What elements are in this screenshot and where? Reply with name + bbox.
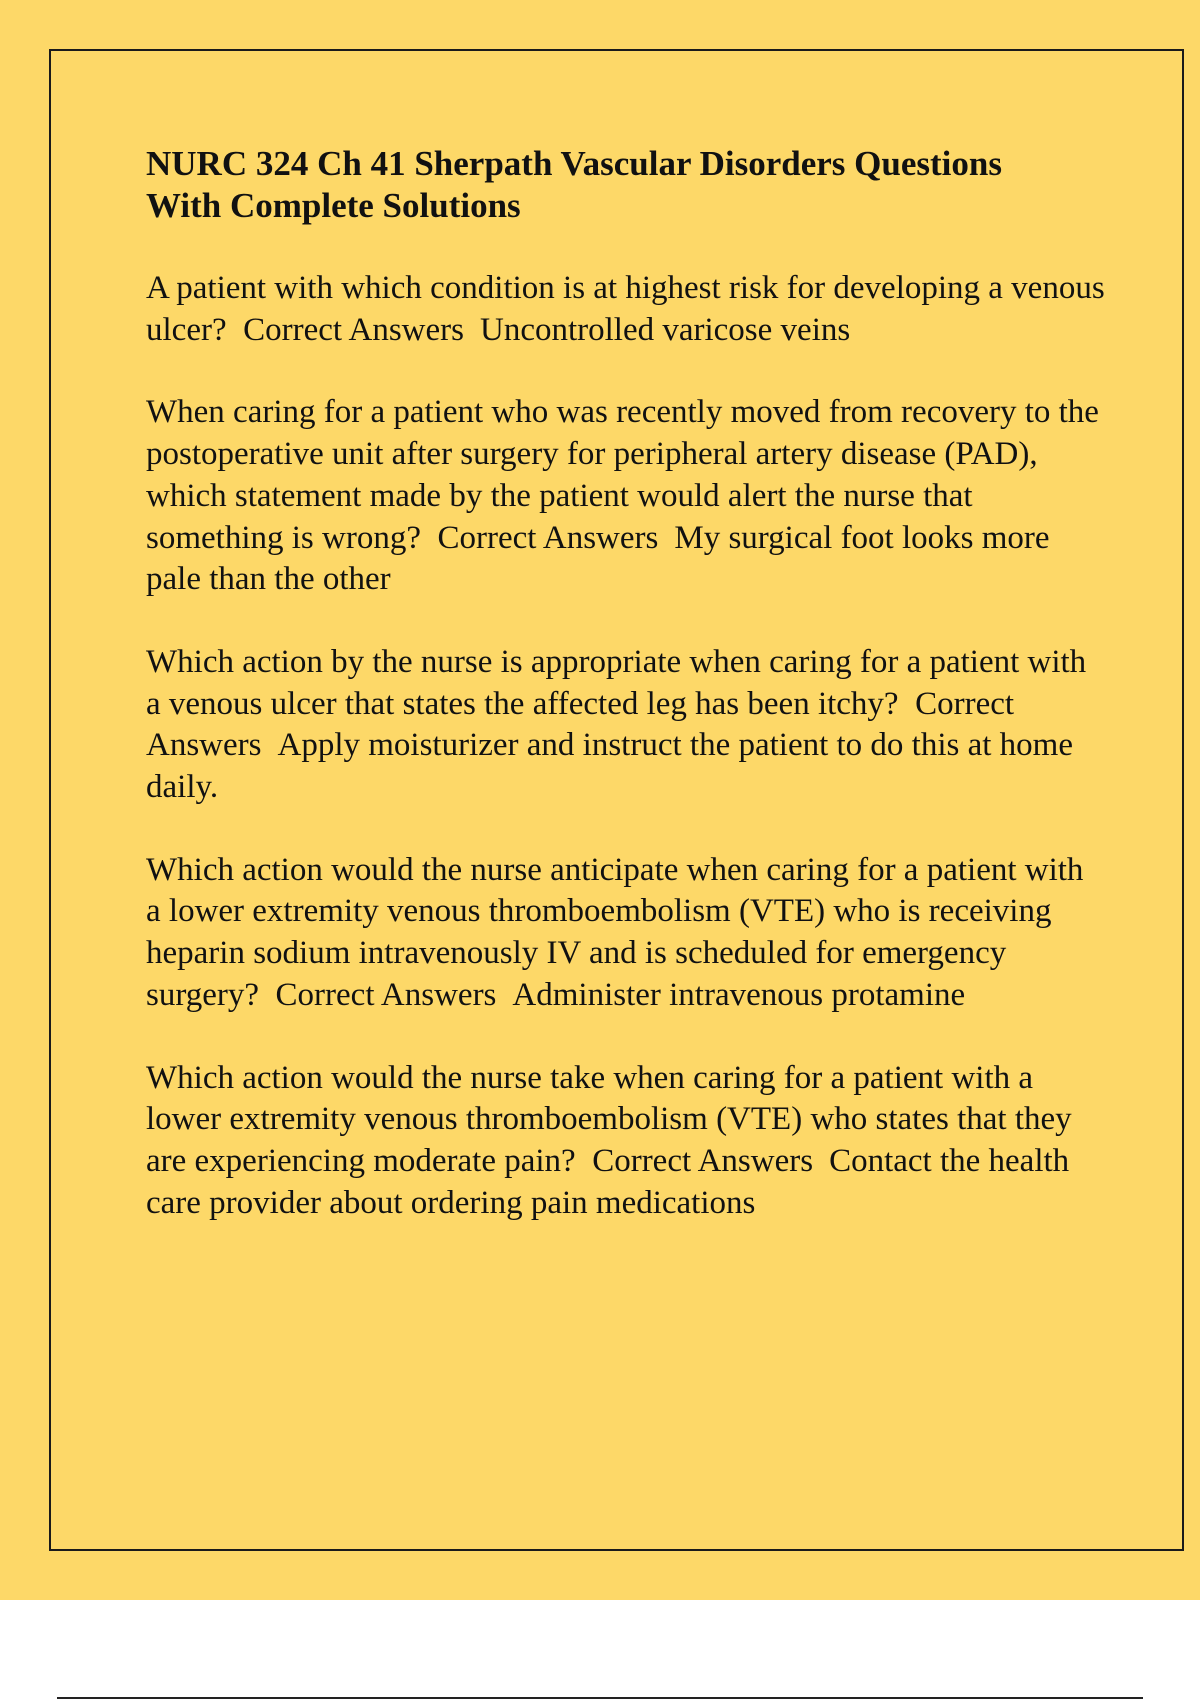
answer-label: Correct Answers (146, 685, 1015, 764)
answer-text: Contact the health care provider about ordering pain medications (146, 1142, 1070, 1221)
qa-item (146, 642, 1106, 809)
answer-text: Administer intravenous protamine (512, 976, 966, 1013)
qa-item (146, 850, 1106, 1017)
answer-text: Apply moisturizer and instruct the patient to do this at home daily. (146, 727, 1073, 806)
answer-label: Correct Answers (437, 519, 659, 556)
footer-divider (57, 1697, 1143, 1699)
qa-item (146, 1058, 1106, 1225)
answer-text: My surgical foot looks more pale than the other (146, 519, 1050, 598)
answer-label: Correct Answers (275, 976, 497, 1013)
qa-item (146, 392, 1106, 601)
answer-label: Correct Answers (243, 311, 464, 348)
document-body (146, 143, 1106, 1265)
qa-item (146, 268, 1106, 351)
document-title: NURC 324 Ch 41 Sherpath Vascular Disorders Questions With Complete Solutions (146, 144, 1002, 225)
answer-label: Correct Answers (592, 1142, 814, 1179)
question-text: Which action would the nurse anticipate when caring for a patient with a lower extremity venous thromboembolism (VTE) who is receiving heparin sodium intravenously IV and is scheduled for emergency surgery? (146, 851, 1084, 1013)
answer-text: Uncontrolled varicose veins (479, 311, 851, 348)
question-text: When caring for a patient who was recently moved from recovery to the postoperative unit after surgery for peripheral artery disease (PAD), which statement made by the patient would alert the nurse that something is wrong? (146, 394, 1099, 556)
question-text: Which action by the nurse is appropriate when caring for a patient with a venous ulcer that states the affected leg has been itchy? (146, 643, 1087, 722)
question-text: Which action would the nurse take when caring for a patient with a lower extremity venous thromboembolism (VTE) who states that they are experiencing moderate pain? (146, 1059, 1072, 1179)
question-text: A patient with which condition is at highest risk for developing a venous ulcer? (146, 270, 1105, 348)
